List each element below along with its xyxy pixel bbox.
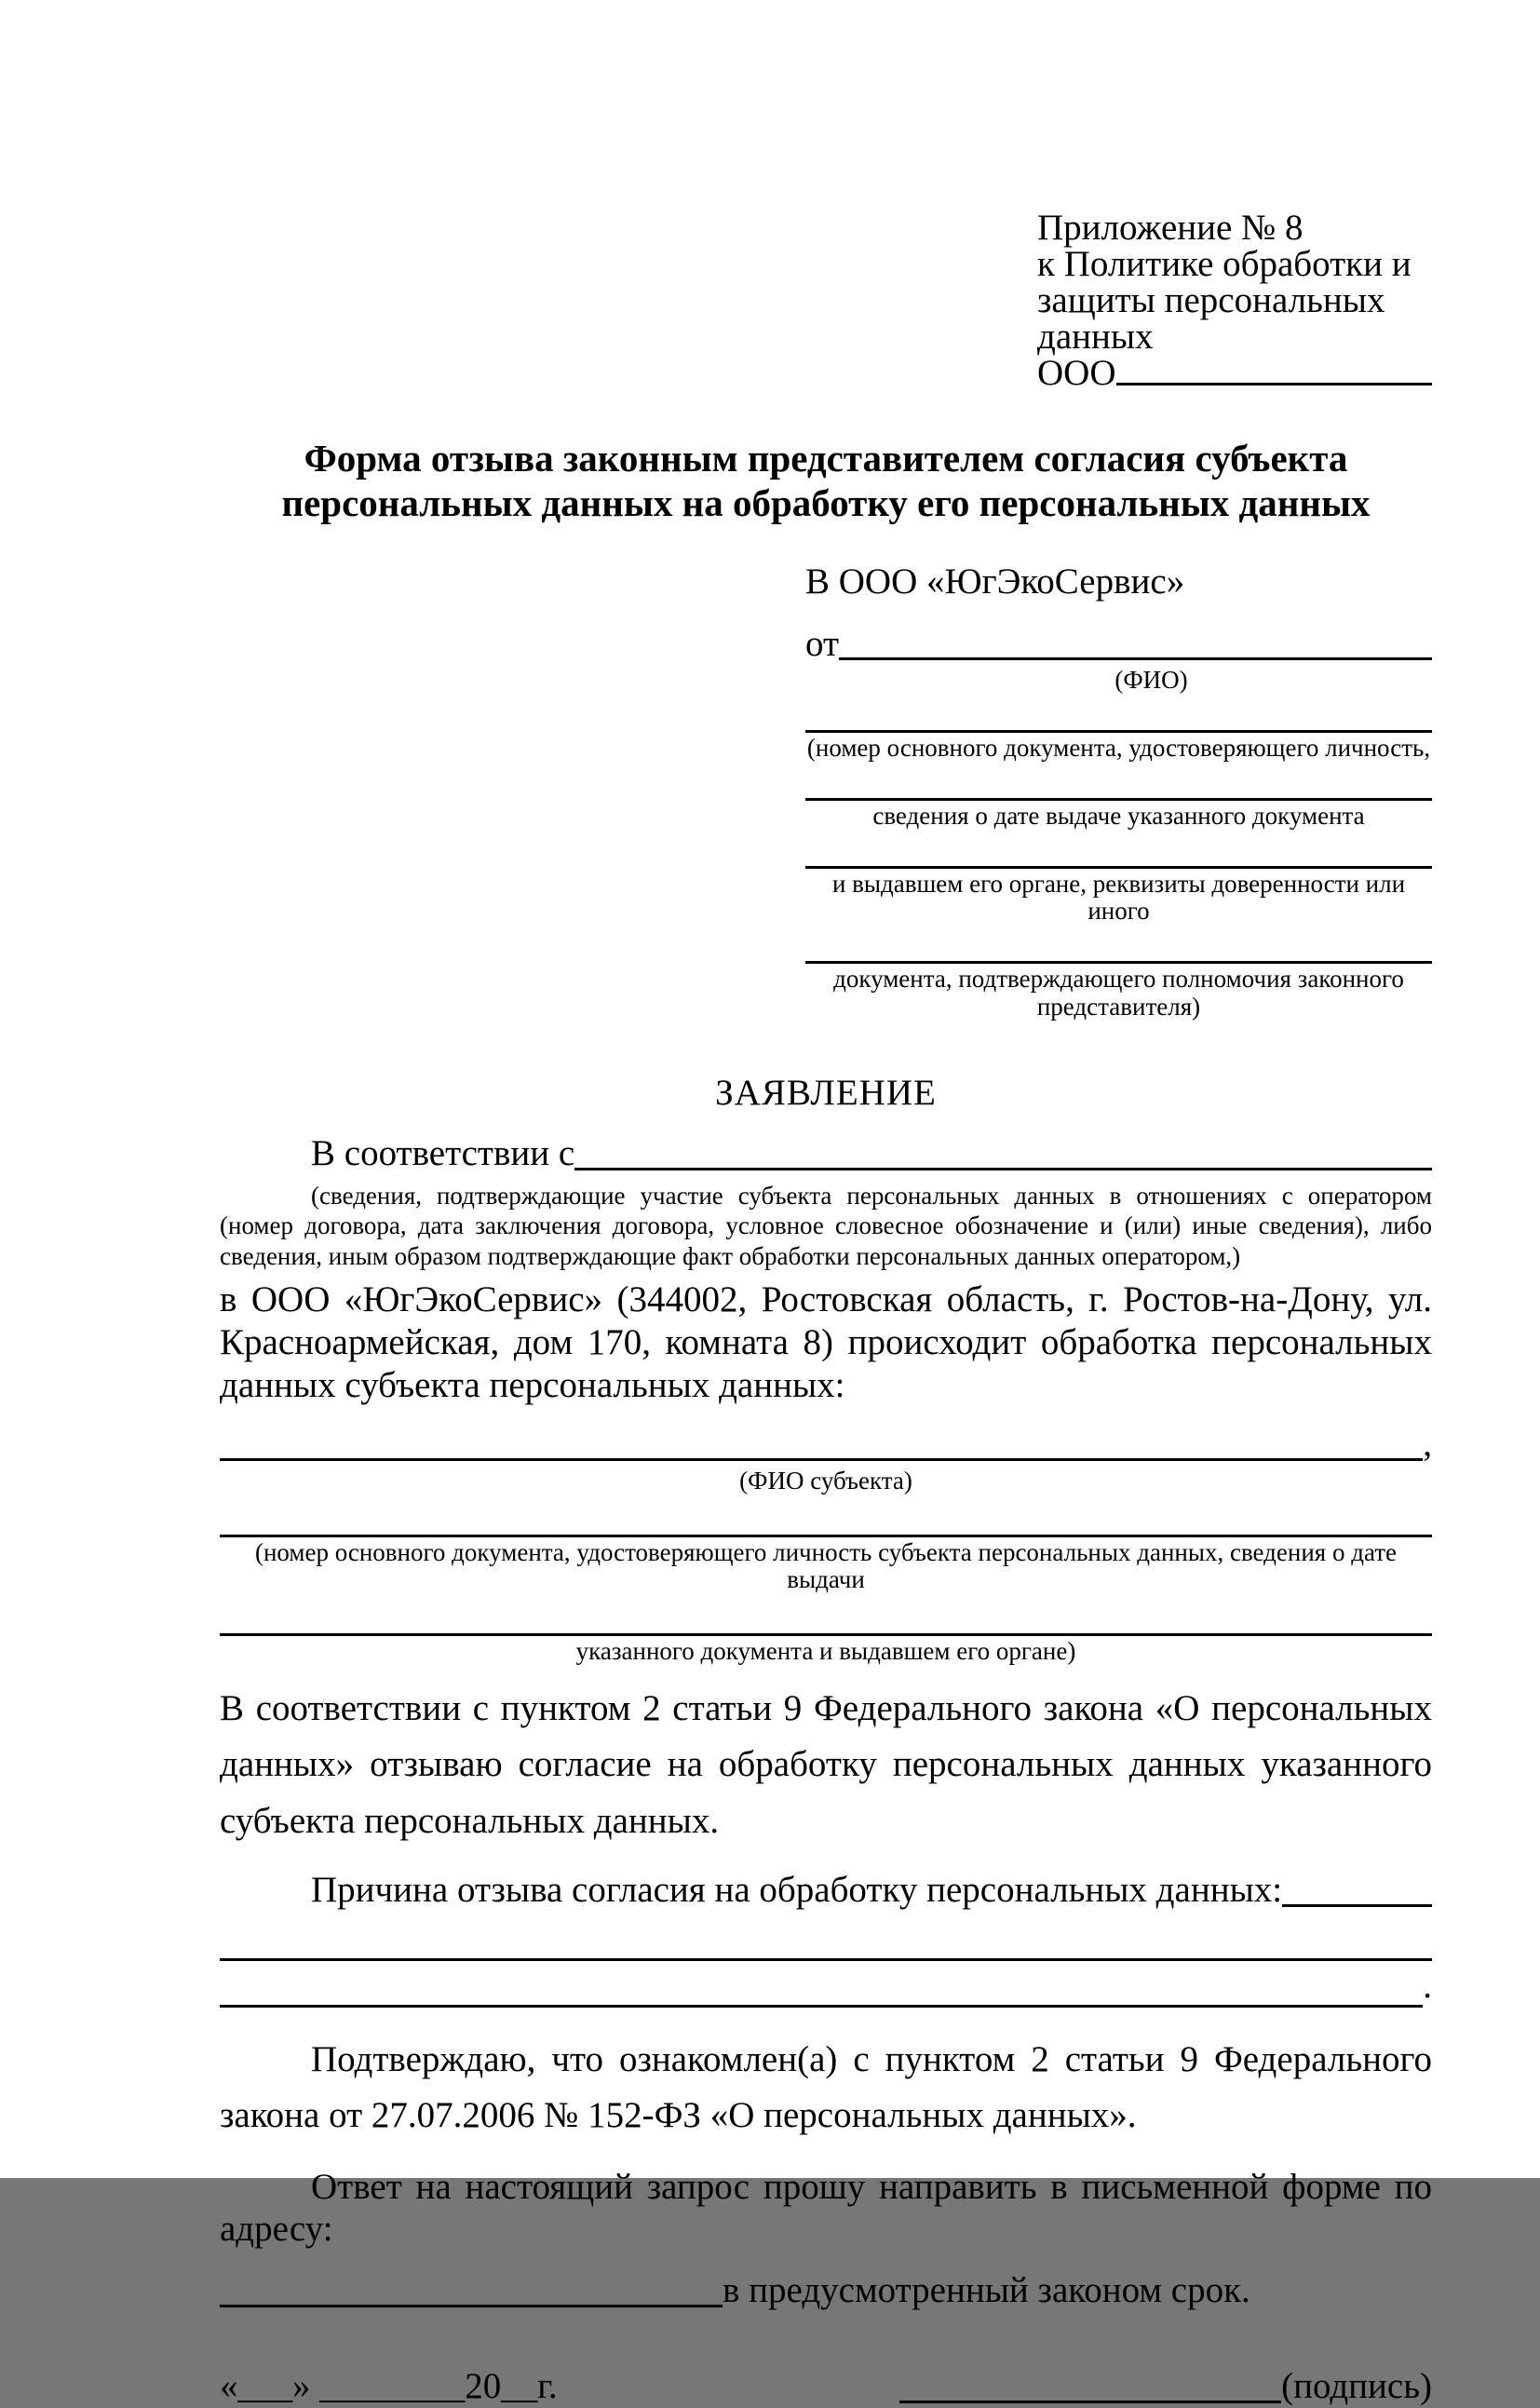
- reason-row: [220, 1870, 1432, 1912]
- reason-blank-line-short: [1282, 1904, 1432, 1907]
- accordance-blank-line: [574, 1168, 1432, 1170]
- fio-caption: (ФИО): [1114, 666, 1188, 695]
- from-label: от: [805, 623, 840, 664]
- accordance-note: (сведения, подтверждающие участие субъекта персональных данных в отношениях с оператором (номер договора, дата заключения договора, условное словесное обозначение и (или) иные сведения), либо сведения, иным образом подтверждающие факт обработки персональных данных оператором,): [220, 1181, 1432, 1270]
- annex-line-2: к Политике обработки и: [1037, 244, 1412, 284]
- annex-ooo-row: [1037, 355, 1432, 391]
- subject-fio-comma: ,: [1423, 1424, 1432, 1465]
- accordance-prefix: В соответствии с: [311, 1133, 575, 1174]
- reply-address-blank-line: [220, 2305, 723, 2307]
- reason-blank-line-2-row: [220, 1961, 1432, 2008]
- annex-line-1: Приложение № 8: [1037, 208, 1304, 248]
- representative-doc-caption-1: (номер основного документа, удостоверяющего личность,: [806, 734, 1431, 763]
- subject-fio-blank-line: [220, 1458, 1423, 1461]
- footer-row: [220, 2366, 1432, 2408]
- reason-blank-line-1: [220, 1912, 1432, 1961]
- subject-doc-blank-line-1: [220, 1510, 1432, 1537]
- subject-doc-caption-2: указанного документа и выдавшем его органе): [575, 1637, 1076, 1666]
- reason-prefix: Причина отзыва согласия на обработку персональных данных:: [311, 1870, 1283, 1911]
- confirmation-paragraph: Подтверждаю, что ознакомлен(а) с пунктом 2 статьи 9 Федерального закона от 27.07.2006 № 152-ФЗ «О персональных данных».: [220, 2038, 1432, 2136]
- withdrawal-paragraph: В соответствии с пунктом 2 статьи 9 Федерального закона «О персональных данных» отзываю согласие на обработку персональных данных указанного субъекта персональных данных.: [220, 1687, 1432, 1841]
- statement-heading: ЗАЯВЛЕНИЕ: [715, 1073, 937, 1114]
- subject-fio-caption: (ФИО субъекта): [739, 1467, 912, 1495]
- date-blank-line: «___» ________20__г.: [220, 2366, 558, 2407]
- subject-doc-blank-line-2: [220, 1609, 1432, 1636]
- subject-block: [220, 1424, 1432, 1666]
- representative-doc-caption-4: документа, подтверждающего полномочия законного представителя): [833, 964, 1404, 1021]
- operator-paragraph: в ООО «ЮгЭкоСервис» (344002, Ростовская область, г. Ростов-на-Дону, ул. Красноармейская, дом 170, комната 8) происходит обработка персональных данных субъекта персональных данных:: [220, 1279, 1432, 1406]
- reason-period: .: [1423, 1966, 1432, 2007]
- ooo-name-blank-line: [1116, 383, 1433, 386]
- signature-area: [899, 2366, 1432, 2408]
- representative-doc-caption-3: и выдавшем его органе, реквизиты доверенности или иного: [831, 869, 1406, 926]
- document-title: Форма отзыва законным представителем согласия субъекта персональных данных на обработку его персональных данных: [281, 437, 1371, 525]
- addressee-block: [805, 561, 1432, 1021]
- annex-block: [1037, 210, 1432, 391]
- reply-address-row: [220, 2270, 1432, 2312]
- signature-blank-line: [899, 2401, 1281, 2403]
- annex-line-3: защиты персональных данных: [1037, 280, 1385, 357]
- annex-ooo-label: ООО: [1037, 353, 1116, 393]
- reply-prefix-line: Ответ на настоящий запрос прошу направить в письменной форме по адресу:: [220, 2166, 1432, 2249]
- subject-fio-row: [220, 1424, 1432, 1466]
- subject-doc-caption-1: (номер основного документа, удостоверяющего личность субъекта персональных данных, сведения о дате выдачи: [254, 1537, 1398, 1594]
- reply-suffix: в предусмотренный законом срок.: [723, 2270, 1250, 2311]
- representative-doc-caption-2: сведения о дате выдаче указанного документа: [872, 801, 1365, 830]
- from-row: [805, 624, 1432, 666]
- accordance-row: [220, 1133, 1432, 1175]
- addressee-organization: В ООО «ЮгЭкоСервис»: [805, 561, 1185, 602]
- reason-blank-line-2: [220, 2005, 1423, 2008]
- representative-doc-blank-line-1: [805, 708, 1432, 733]
- from-fio-blank-line: [839, 657, 1432, 660]
- representative-doc-blank-line-2: [805, 776, 1432, 801]
- representative-doc-blank-line-3: [805, 844, 1432, 869]
- representative-doc-blank-line-4: [805, 939, 1432, 964]
- signature-caption: (подпись): [1281, 2366, 1432, 2407]
